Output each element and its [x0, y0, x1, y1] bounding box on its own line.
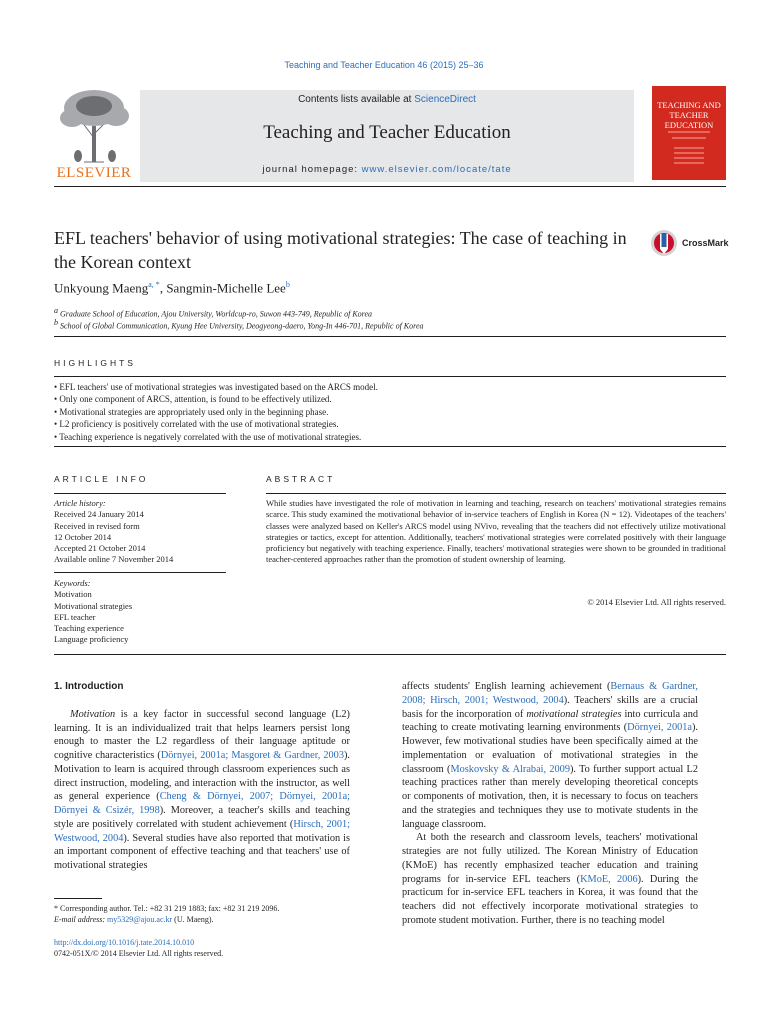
text-run: ). Moreover, a teacher's skills and teaching style are positively correlated with student achievement (	[54, 805, 350, 830]
highlight-item: • Motivational strategies are appropriately used only in the beginning phase.	[54, 406, 329, 417]
elsevier-logo[interactable]	[54, 86, 134, 182]
author-2-marks[interactable]: b	[285, 280, 290, 289]
history-line: Received 24 January 2014	[54, 509, 144, 520]
journal-header-box	[140, 90, 634, 182]
email-link[interactable]: my5329@ajou.ac.kr	[107, 915, 173, 924]
homepage-prefix: journal homepage:	[262, 164, 362, 175]
abstract-text: While studies have investigated the role of motivation in learning and teaching, research on teachers' motivational strategies remains scarce. This study examined the motivational behavior of in-service teachers of English in Korea (N = 12). Videotapes of the teachers' classes were analyzed based on Keller's ARCS model using NVivo, revealing that the teachers did not effectively utilize motivational strategies or tactics, except for attention. Additionally, teachers' motivational strategies were correlated positively with their language proficiency but negatively with teaching experience. Finally, teachers' motivational strategies were shown to be grounded in traditional teacher-centered approaches rather than the promotion of student ownership of learning.	[266, 498, 726, 565]
tree-icon	[54, 86, 134, 164]
abstract-heading: ABSTRACT	[266, 474, 336, 484]
text-run: ). Teachers' skills are a crucial basis for the incorporation of	[402, 694, 698, 720]
article-info-rule	[54, 493, 226, 494]
citation-link[interactable]: Bernaus & Gardner, 2008; Hirsch, 2001; Westwood, 2004	[402, 681, 699, 706]
author-list	[54, 280, 290, 296]
keyword: EFL teacher	[54, 611, 96, 622]
keyword: Motivational strategies	[54, 600, 133, 611]
text-run: ). Motivation to learn is acquired through classroom experiences such as direct instruction, modeling, and interaction with the instructor, as well as general experience (	[54, 750, 350, 803]
text-run: ). During the practicum for in-service EFL teachers in Korea, it was found that the teachers did not effectively incorporate motivational strategies to promote student motivation. Further, there is no teaching model	[402, 873, 698, 926]
author-1-marks[interactable]: a, *	[148, 280, 160, 289]
header-rule	[54, 186, 726, 187]
highlight-item: • Only one component of ARCS, attention, is found to be effectively utilized.	[54, 394, 332, 405]
author-1[interactable]: Unkyoung Maeng	[54, 280, 149, 296]
footnote	[54, 903, 384, 925]
keyword: Language proficiency	[54, 634, 129, 645]
body-paragraph	[402, 680, 698, 831]
citation-link[interactable]: Cheng & Dörnyei, 2007; Dörnyei, 2001a; Dörnyei & Csizér, 1998	[54, 791, 350, 816]
highlight-item: • L2 proficiency is positively correlated with the use of motivational strategies.	[54, 419, 339, 430]
author-2[interactable]: Sangmin-Michelle Lee	[166, 280, 286, 296]
abstract-rule	[266, 493, 726, 494]
footnote-rule	[54, 898, 102, 899]
crossmark-icon	[650, 228, 678, 258]
history-line: Accepted 21 October 2014	[54, 543, 146, 554]
keyword: Motivation	[54, 589, 92, 600]
crossmark-label: CrossMark	[682, 238, 729, 248]
elsevier-wordmark: ELSEVIER	[56, 165, 132, 181]
keywords-label: Keywords:	[54, 578, 91, 588]
affiliation-b-mark: b	[54, 318, 58, 327]
journal-homepage	[140, 164, 634, 175]
title-rule	[54, 336, 726, 337]
author-separator: ,	[159, 280, 167, 296]
history-line: Available online 7 November 2014	[54, 554, 174, 565]
keywords	[54, 578, 234, 646]
section-heading-introduction: 1. Introduction	[54, 681, 124, 692]
body-paragraph	[402, 831, 698, 927]
citation-link[interactable]: KMoE, 2006	[580, 873, 638, 885]
keywords-rule	[54, 572, 226, 573]
highlights-rule-top	[54, 376, 726, 377]
article-info-heading: ARTICLE INFO	[54, 474, 149, 484]
citation-link[interactable]: Hirsch, 2001; Westwood, 2004	[54, 818, 350, 844]
homepage-link[interactable]: www.elsevier.com/locate/tate	[361, 164, 512, 175]
highlights-heading: HIGHLIGHTS	[54, 358, 136, 368]
history-label: Article history:	[54, 498, 106, 508]
body-column-left	[54, 680, 350, 873]
cover-text-lines-icon	[664, 128, 714, 168]
sciencedirect-link[interactable]: ScienceDirect	[414, 94, 476, 105]
history-line: Received in revised form	[54, 520, 140, 531]
text-run: is a key factor in successful second language (L2) learning. It is an individualized trait that helps learners persist long enough to master the L2 regardless of their language aptitude or cognitive characteristics (	[54, 708, 350, 761]
article-title: EFL teachers' behavior of using motivational strategies: The case of teaching in the Korean context	[54, 228, 627, 272]
contents-prefix: Contents lists available at	[298, 94, 415, 105]
crossmark-button[interactable]	[650, 228, 730, 262]
affiliation-b-text: School of Global Communication, Kyung Hee University, Deogyeong-daero, Yong-In 446-701, Republic of Korea	[60, 321, 424, 331]
text-run: ). Several studies have also reported that motivation is an important component of effective teaching and that teachers' use of motivational strategies	[54, 832, 350, 871]
text-run: At both the research and classroom levels, teachers' motivational strategies are not fully utilized. The Korean Ministry of Education (KMoE) has recently emphasized teacher education and training programs for in-service EFL teachers (	[402, 832, 698, 885]
cover-title: TEACHING AND TEACHER EDUCATION	[657, 100, 721, 130]
email-line	[54, 914, 384, 925]
text-run: affects students' English learning achievement (	[402, 681, 611, 692]
journal-title: Teaching and Teacher Education	[263, 122, 511, 143]
citation-link[interactable]: Moskovsky & Alrabai, 2009	[450, 763, 570, 775]
body-paragraph	[54, 708, 350, 873]
email-label: E-mail address:	[54, 915, 108, 924]
contents-line	[140, 94, 634, 105]
doi-link[interactable]: http://dx.doi.org/10.1016/j.tate.2014.10.010	[54, 938, 195, 947]
body-column-right	[402, 680, 698, 928]
highlight-item: • Teaching experience is negatively correlated with the use of motivational strategies.	[54, 431, 362, 442]
front-matter-rule	[54, 654, 726, 655]
affiliation-a	[54, 306, 372, 319]
text-run: ). However, few motivational studies have been specifically aimed at the implementation or evaluation of motivational strategies in the classroom (	[402, 722, 698, 775]
affiliation-a-text: Graduate School of Education, Ajou University, Worldcup-ro, Suwon 443-749, Republic of Korea	[60, 309, 373, 319]
affiliation-a-mark: a	[54, 306, 58, 315]
citation-link[interactable]: Dörnyei, 2001a	[627, 722, 692, 734]
article-history	[54, 498, 234, 566]
emphasis: Motivation	[70, 708, 116, 720]
highlights-list	[54, 381, 726, 443]
highlights-rule-bottom	[54, 446, 726, 447]
citation-link[interactable]: Dörnyei, 2001a; Masgoret & Gardner, 2003	[160, 750, 344, 761]
highlight-item: • EFL teachers' use of motivational strategies was investigated based on the ARCS model.	[54, 382, 378, 392]
email-suffix: (U. Maeng).	[172, 915, 214, 924]
journal-reference[interactable]: Teaching and Teacher Education 46 (2015) 25–36	[284, 60, 484, 70]
text-run: into curricula and teaching to create motivating learning environments (	[402, 708, 699, 734]
issn-copyright: 0742-051X/© 2014 Elsevier Ltd. All rights reserved.	[54, 949, 224, 958]
history-line: 12 October 2014	[54, 531, 112, 542]
text-run: ). To further support actual L2 teaching practices rather than merely developing theoretical concepts or components of motivation, then, it is necessary to focus on teachers and the strategies and techniques they use to motivate students in the language classroom.	[402, 763, 698, 830]
keyword: Teaching experience	[54, 623, 124, 634]
affiliation-b	[54, 318, 424, 331]
corresponding-author-note: * Corresponding author. Tel.: +82 31 219 1883; fax: +82 31 219 2096.	[54, 904, 280, 913]
emphasis: motivational strategies	[526, 708, 622, 720]
abstract-copyright: © 2014 Elsevier Ltd. All rights reserved.	[587, 597, 726, 607]
journal-cover[interactable]	[652, 86, 726, 180]
